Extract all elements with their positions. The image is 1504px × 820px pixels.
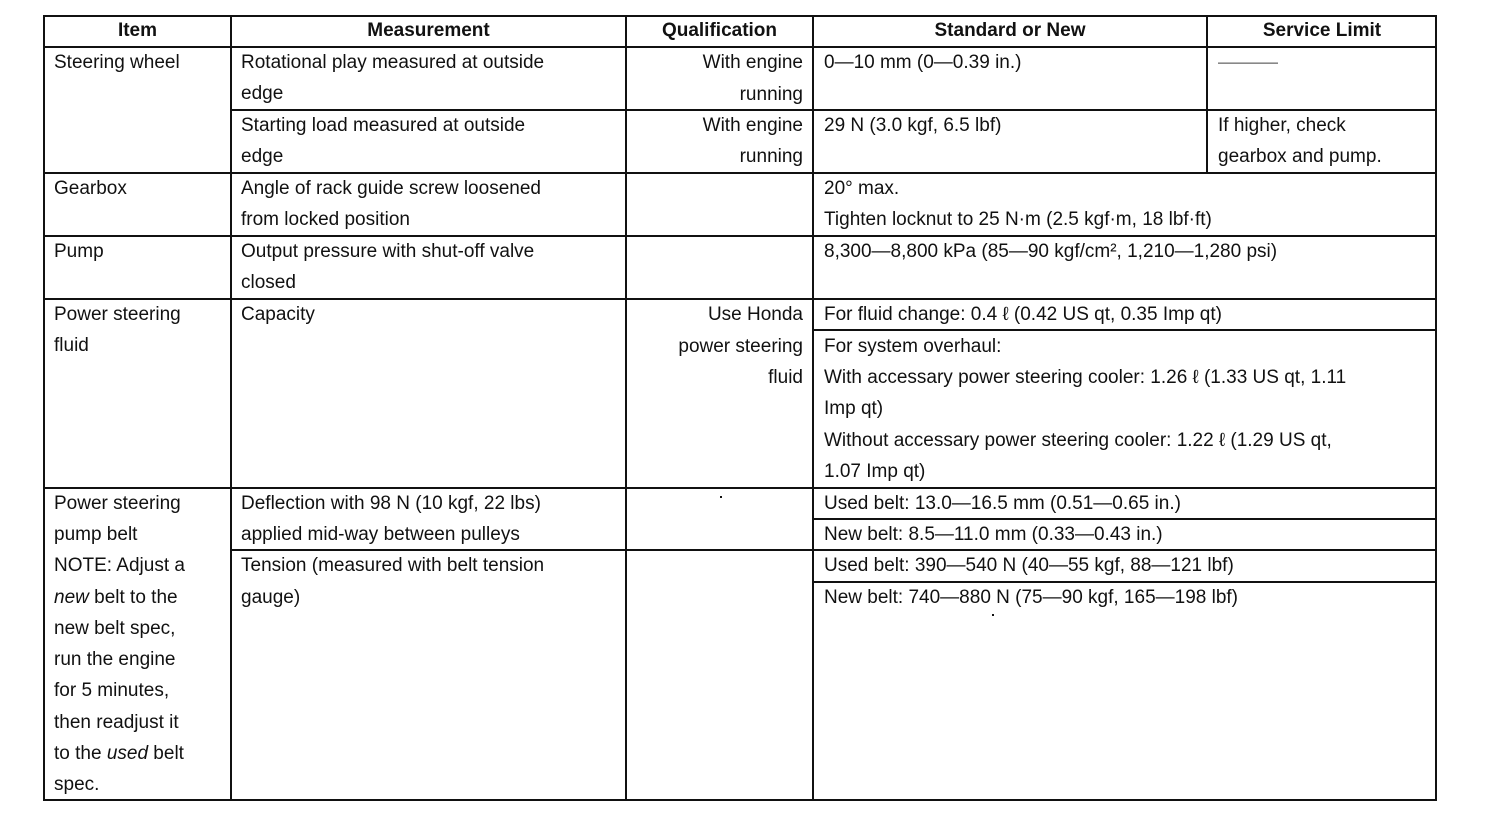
rotational-service-limit: ————— bbox=[1218, 55, 1278, 69]
fluid-overhaul-1: For system overhaul: bbox=[824, 336, 1002, 357]
col-rule-item bbox=[230, 15, 232, 801]
item-belt-7: for 5 minutes, bbox=[54, 680, 170, 701]
tension-measurement-1: Tension (measured with belt tension bbox=[241, 555, 545, 576]
fluid-overhaul-5: 1.07 Imp qt) bbox=[824, 461, 926, 482]
header-standard: Standard or New bbox=[934, 20, 1086, 41]
header-service-limit: Service Limit bbox=[1262, 20, 1382, 41]
starting-qualification-1: With engine bbox=[702, 115, 803, 136]
fluid-overhaul-2: With accessary power steering cooler: 1.26 ℓ (1.33 US qt, 1.11 bbox=[824, 367, 1347, 388]
rotational-standard: 0—10 mm (0—0.39 in.) bbox=[824, 52, 1022, 73]
item-belt-8: then readjust it bbox=[54, 712, 179, 733]
rotational-measurement-2: edge bbox=[241, 83, 284, 104]
item-pump: Pump bbox=[54, 241, 104, 262]
item-belt-used-word: used bbox=[106, 743, 149, 764]
fluid-overhaul-3: Imp qt) bbox=[824, 398, 884, 419]
col-rule-qualification bbox=[812, 15, 814, 801]
item-belt-3: NOTE: Adjust a bbox=[54, 555, 185, 576]
item-belt-2: pump belt bbox=[54, 524, 138, 545]
deflection-measurement-1: Deflection with 98 N (10 kgf, 22 lbs) bbox=[241, 493, 541, 514]
item-steering-wheel: Steering wheel bbox=[54, 52, 180, 73]
header-qualification: Qualification bbox=[661, 20, 778, 41]
pump-measurement-2: closed bbox=[241, 272, 296, 293]
fluid-overhaul-4: Without accessary power steering cooler: 1.22 ℓ (1.29 US qt, bbox=[824, 430, 1332, 451]
deflection-new-belt: New belt: 8.5—11.0 mm (0.33—0.43 in.) bbox=[824, 524, 1163, 545]
scan-speck bbox=[720, 496, 722, 498]
starting-measurement-2: edge bbox=[241, 146, 284, 167]
fluid-qualification-2: power steering bbox=[678, 336, 803, 357]
item-belt-used-rest: belt bbox=[148, 743, 184, 764]
rotational-measurement-1: Rotational play measured at outside bbox=[241, 52, 545, 73]
pump-standard: 8,300—8,800 kPa (85—90 kgf/cm², 1,210—1,280 psi) bbox=[824, 241, 1278, 262]
item-belt-9 bbox=[54, 738, 184, 769]
item-belt-5: new belt spec, bbox=[54, 618, 176, 639]
deflection-measurement-2: applied mid-way between pulleys bbox=[241, 524, 520, 545]
tension-new-belt: New belt: 740—880 N (75—90 kgf, 165—198 lbf) bbox=[824, 587, 1239, 608]
tension-used-belt: Used belt: 390—540 N (40—55 kgf, 88—121 lbf) bbox=[824, 555, 1234, 576]
fluid-qualification-1: Use Honda bbox=[707, 304, 803, 325]
starting-standard: 29 N (3.0 kgf, 6.5 lbf) bbox=[824, 115, 1002, 136]
starting-service-limit-1: If higher, check bbox=[1218, 115, 1346, 136]
item-gearbox: Gearbox bbox=[54, 178, 127, 199]
rotational-qualification-2: running bbox=[739, 84, 803, 105]
starting-measurement-1: Starting load measured at outside bbox=[241, 115, 526, 136]
pump-measurement-1: Output pressure with shut-off valve bbox=[241, 241, 535, 262]
header-item: Item bbox=[117, 20, 158, 41]
item-belt-to-the: to the bbox=[54, 743, 107, 764]
fluid-change-standard: For fluid change: 0.4 ℓ (0.42 US qt, 0.35 Imp qt) bbox=[824, 304, 1222, 325]
gearbox-measurement-1: Angle of rack guide screw loosened bbox=[241, 178, 541, 199]
item-belt-1: Power steering bbox=[54, 493, 181, 514]
gearbox-standard-2: Tighten locknut to 25 N·m (2.5 kgf·m, 18 lbf·ft) bbox=[824, 209, 1212, 230]
item-belt-new-rest: belt to the bbox=[88, 587, 178, 608]
rotational-qualification-1: With engine bbox=[702, 52, 803, 73]
tension-measurement-2: gauge) bbox=[241, 587, 301, 608]
fluid-qualification-3: fluid bbox=[768, 367, 803, 388]
scan-speck bbox=[992, 614, 994, 616]
item-fluid-1: Power steering bbox=[54, 304, 181, 325]
item-fluid-2: fluid bbox=[54, 335, 89, 356]
starting-service-limit-2: gearbox and pump. bbox=[1218, 146, 1382, 167]
item-belt-new-word: new bbox=[54, 587, 89, 608]
fluid-measurement: Capacity bbox=[241, 304, 315, 325]
item-belt-6: run the engine bbox=[54, 649, 176, 670]
item-belt-4 bbox=[54, 582, 178, 613]
starting-qualification-2: running bbox=[739, 146, 803, 167]
gearbox-measurement-2: from locked position bbox=[241, 209, 410, 230]
deflection-used-belt: Used belt: 13.0—16.5 mm (0.51—0.65 in.) bbox=[824, 493, 1181, 514]
header-measurement: Measurement bbox=[367, 20, 490, 41]
gearbox-standard-1: 20° max. bbox=[824, 178, 900, 199]
item-belt-10: spec. bbox=[54, 774, 100, 795]
